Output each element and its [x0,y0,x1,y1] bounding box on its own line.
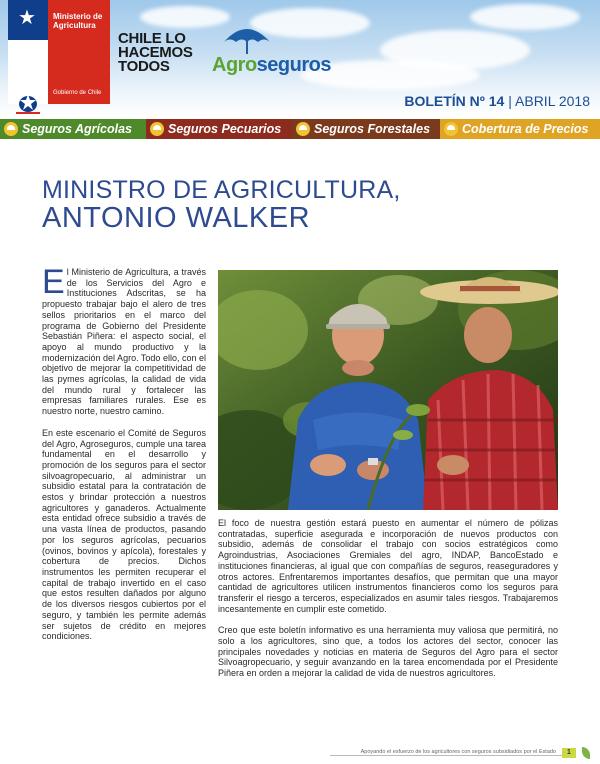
page-header [0,0,600,116]
brand-part-agro: Agro [212,54,257,76]
dropcap: E [42,263,65,301]
minister-photo [218,270,558,510]
slogan: CHILE LO HACEMOS TODOS [118,30,193,75]
sky-cloud [470,4,580,30]
issue-date: ABRIL 2018 [515,93,590,109]
nav-seguros-forestales[interactable] [292,119,440,139]
article-title-line2: ANTONIO WALKER [42,202,311,234]
category-nav [0,119,600,139]
coat-of-arms-icon [14,88,42,116]
nav-label: Cobertura de Precios [462,122,589,136]
footer-text: Apoyando el esfuerzo de los agricultores con seguros subsidiados por el Estado [360,749,556,755]
nav-label: Seguros Pecuarios [168,122,282,136]
paragraph: El foco de nuestra gestión estará puesto en aumentar el número de pólizas contratadas, superficie asegurada e incorporación de nuevos productos con subsidio, además de consolidar el trabajo con socios estratégicos como Agroindustrias, Asociaciones Gremiales del agro, INDAP, BancoEstado e instituciones financieras, al igual que con compañías de seguros, reaseguradores y otros actores. Enfrentaremos importantes desafíos, que permitan que una mayor cantidad de agricultores utilicen instrumentos financieros como los seguros para transferir el riesgo a terceros, especializados en asumir tales riesgos. Trabajaremos incesantemente en cumplir este cometido. [218,518,558,614]
sky-cloud [140,6,230,28]
paragraph [42,263,206,417]
umbrella-icon [444,122,458,136]
umbrella-icon [222,22,272,56]
government-name: Gobierno de Chile [53,90,102,96]
umbrella-icon [4,122,18,136]
nav-seguros-agricolas[interactable] [0,119,146,139]
ministry-logo [8,0,110,104]
paragraph: En este escenario el Comité de Seguros del Agro, Agroseguros, cumple una tarea fundamental en el desarrollo y promoción de los seguros para el sector silvoagropecuario, al administrar un subsidio estatal para la contratación de estos y brindar protección a nuestros agricultores y ganaderos. Actualmente esta entidad ofrece subsidio a través de una vasta línea de productos, pasando por los seguros agrícolas, pecuarios (ovinos, bovinos y apícola), forestales y cobertura de precios. Dichos instrumentos les permiten recuperar el capital de trabajo invertido en el caso que estos resulten dañados por alguno de los diversos riesgos cubiertos por el seguro, y también les permite además ser sujetos de crédito en mejores condiciones. [42,427,206,642]
logo-white-field [8,40,48,104]
paragraph: Creo que este boletín informativo es una herramienta muy valiosa que permitirá, no solo a los agricultores, sino que, a todos los actores del sector, conocer las principales novedades y noticias en materia de Seguros del Agro para el sector Silvoagropecuario, y seguir avanzando en la tarea encomendada por el Presidente Piñera en orden a mejorar la calidad de vida de nuestros agricultores. [218,625,558,679]
flag-blue-field [8,0,48,40]
leaf-icon [582,747,590,759]
article-left-column [42,263,206,653]
nav-seguros-pecuarios[interactable] [146,119,292,139]
nav-label: Seguros Agrícolas [22,122,132,136]
ministry-name: Ministerio de Agricultura [53,12,103,30]
paragraph-text: l Ministerio de Agricultura, a través de los Servicios del Agro e Instituciones Adscritas, se ha propuesto trabajar bajo el alero de tres sellos prioritarios en el marco del programa de Gobierno del Presidente Sebastián Piñera: el aspecto social, el apoyo al mundo productivo y la modernización del Agro. Todo ello, con el objetivo de mejorar la competitividad de las pymes agrícolas, la calidad de vida del mundo rural y fortalecer las empresas familiares rurales. Ese es nuestro norte, nuestro camino. [42,267,206,417]
agroseguros-logo [212,54,331,77]
issue-info [404,93,590,109]
issue-separator: | [504,93,516,109]
article-title-line1: MINISTRO DE AGRICULTURA, [42,176,401,204]
page-number: 1 [562,748,576,758]
article-right-column [218,518,558,690]
star-icon: ★ [18,7,36,29]
brand-part-seguros: seguros [256,54,331,76]
umbrella-icon [296,122,310,136]
nav-label: Seguros Forestales [314,122,431,136]
umbrella-icon [150,122,164,136]
issue-number: BOLETÍN Nº 14 [404,93,505,109]
footer-divider [330,755,564,756]
nav-cobertura-precios[interactable] [440,119,600,139]
photo-illustration [218,270,558,510]
